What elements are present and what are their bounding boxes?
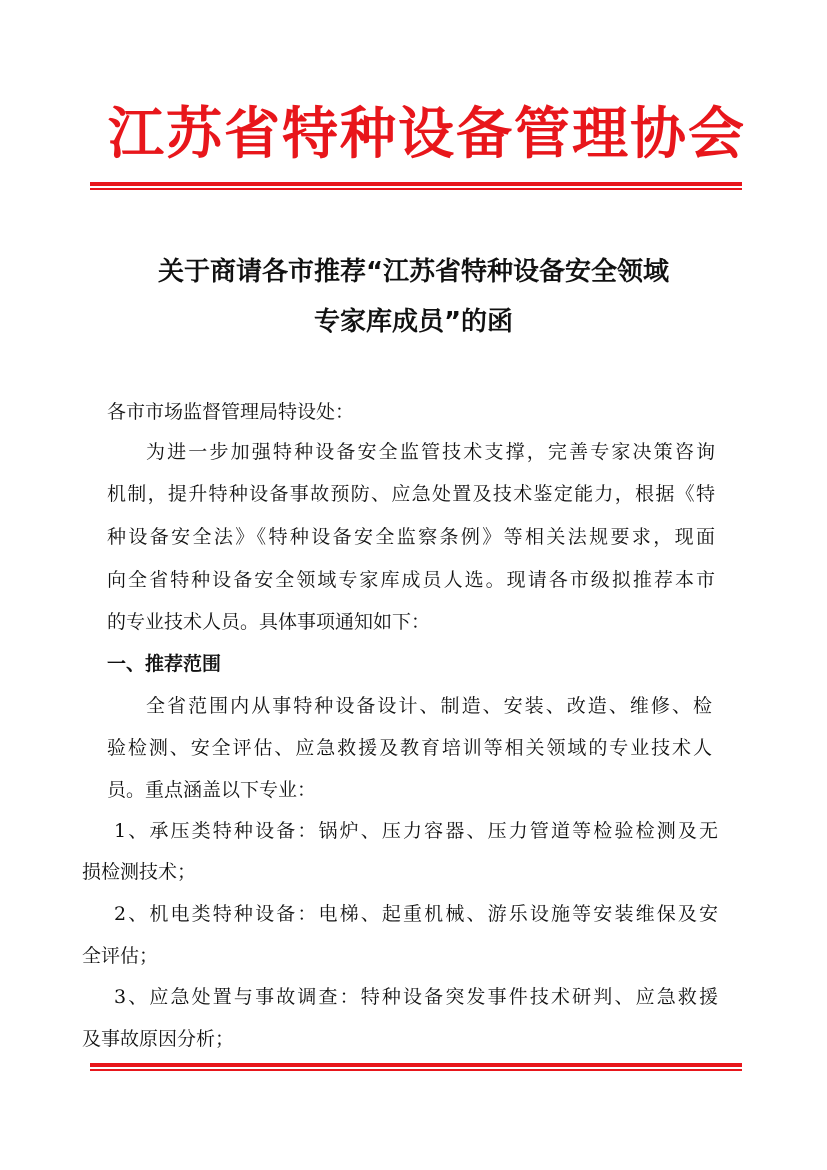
doc-title-line1: 关于商请各市推荐“江苏省特种设备安全领域 bbox=[157, 257, 670, 287]
intro-line: 为进一步加强特种设备安全监管技术支撑，完善专家决策咨询 bbox=[146, 441, 715, 463]
doc-title-line2: 专家库成员”的函 bbox=[313, 307, 514, 337]
list-item-line2: 损检测技术； bbox=[82, 861, 197, 883]
footer-rule-thin bbox=[90, 1069, 742, 1071]
salutation: 各市市场监督管理局特设处： bbox=[107, 401, 355, 423]
section-line: 验检测、安全评估、应急救援及教育培训等相关领域的专业技术人 bbox=[107, 737, 712, 759]
section-line: 全省范围内从事特种设备设计、制造、安装、改造、维修、检 bbox=[146, 695, 712, 717]
section-heading: 一、推荐范围 bbox=[107, 653, 222, 675]
footer-rule-thick bbox=[90, 1063, 742, 1067]
header-rule-thick bbox=[90, 182, 742, 186]
list-item-line2: 及事故原因分析； bbox=[82, 1028, 235, 1050]
intro-line: 种设备安全法》《特种设备安全监察条例》等相关法规要求，现面 bbox=[107, 526, 715, 548]
intro-line: 向全省特种设备安全领域专家库成员人选。现请各市级拟推荐本市 bbox=[107, 569, 715, 591]
section-line: 员。重点涵盖以下专业： bbox=[107, 779, 317, 801]
list-item-line1: 2、机电类特种设备：电梯、起重机械、游乐设施等安装维保及安 bbox=[114, 903, 718, 925]
list-item-line2: 全评估； bbox=[82, 945, 159, 967]
header-rule-thin bbox=[90, 188, 742, 190]
letterhead-org-name: 江苏省特种设备管理协会 bbox=[108, 102, 746, 167]
list-item-line1: 3、应急处置与事故调查：特种设备突发事件技术研判、应急救援 bbox=[114, 986, 718, 1008]
intro-line: 机制，提升特种设备事故预防、应急处置及技术鉴定能力，根据《特 bbox=[107, 483, 715, 505]
list-item-line1: 1、承压类特种设备：锅炉、压力容器、压力管道等检验检测及无 bbox=[114, 820, 718, 842]
intro-line: 的专业技术人员。具体事项通知如下： bbox=[107, 611, 431, 633]
